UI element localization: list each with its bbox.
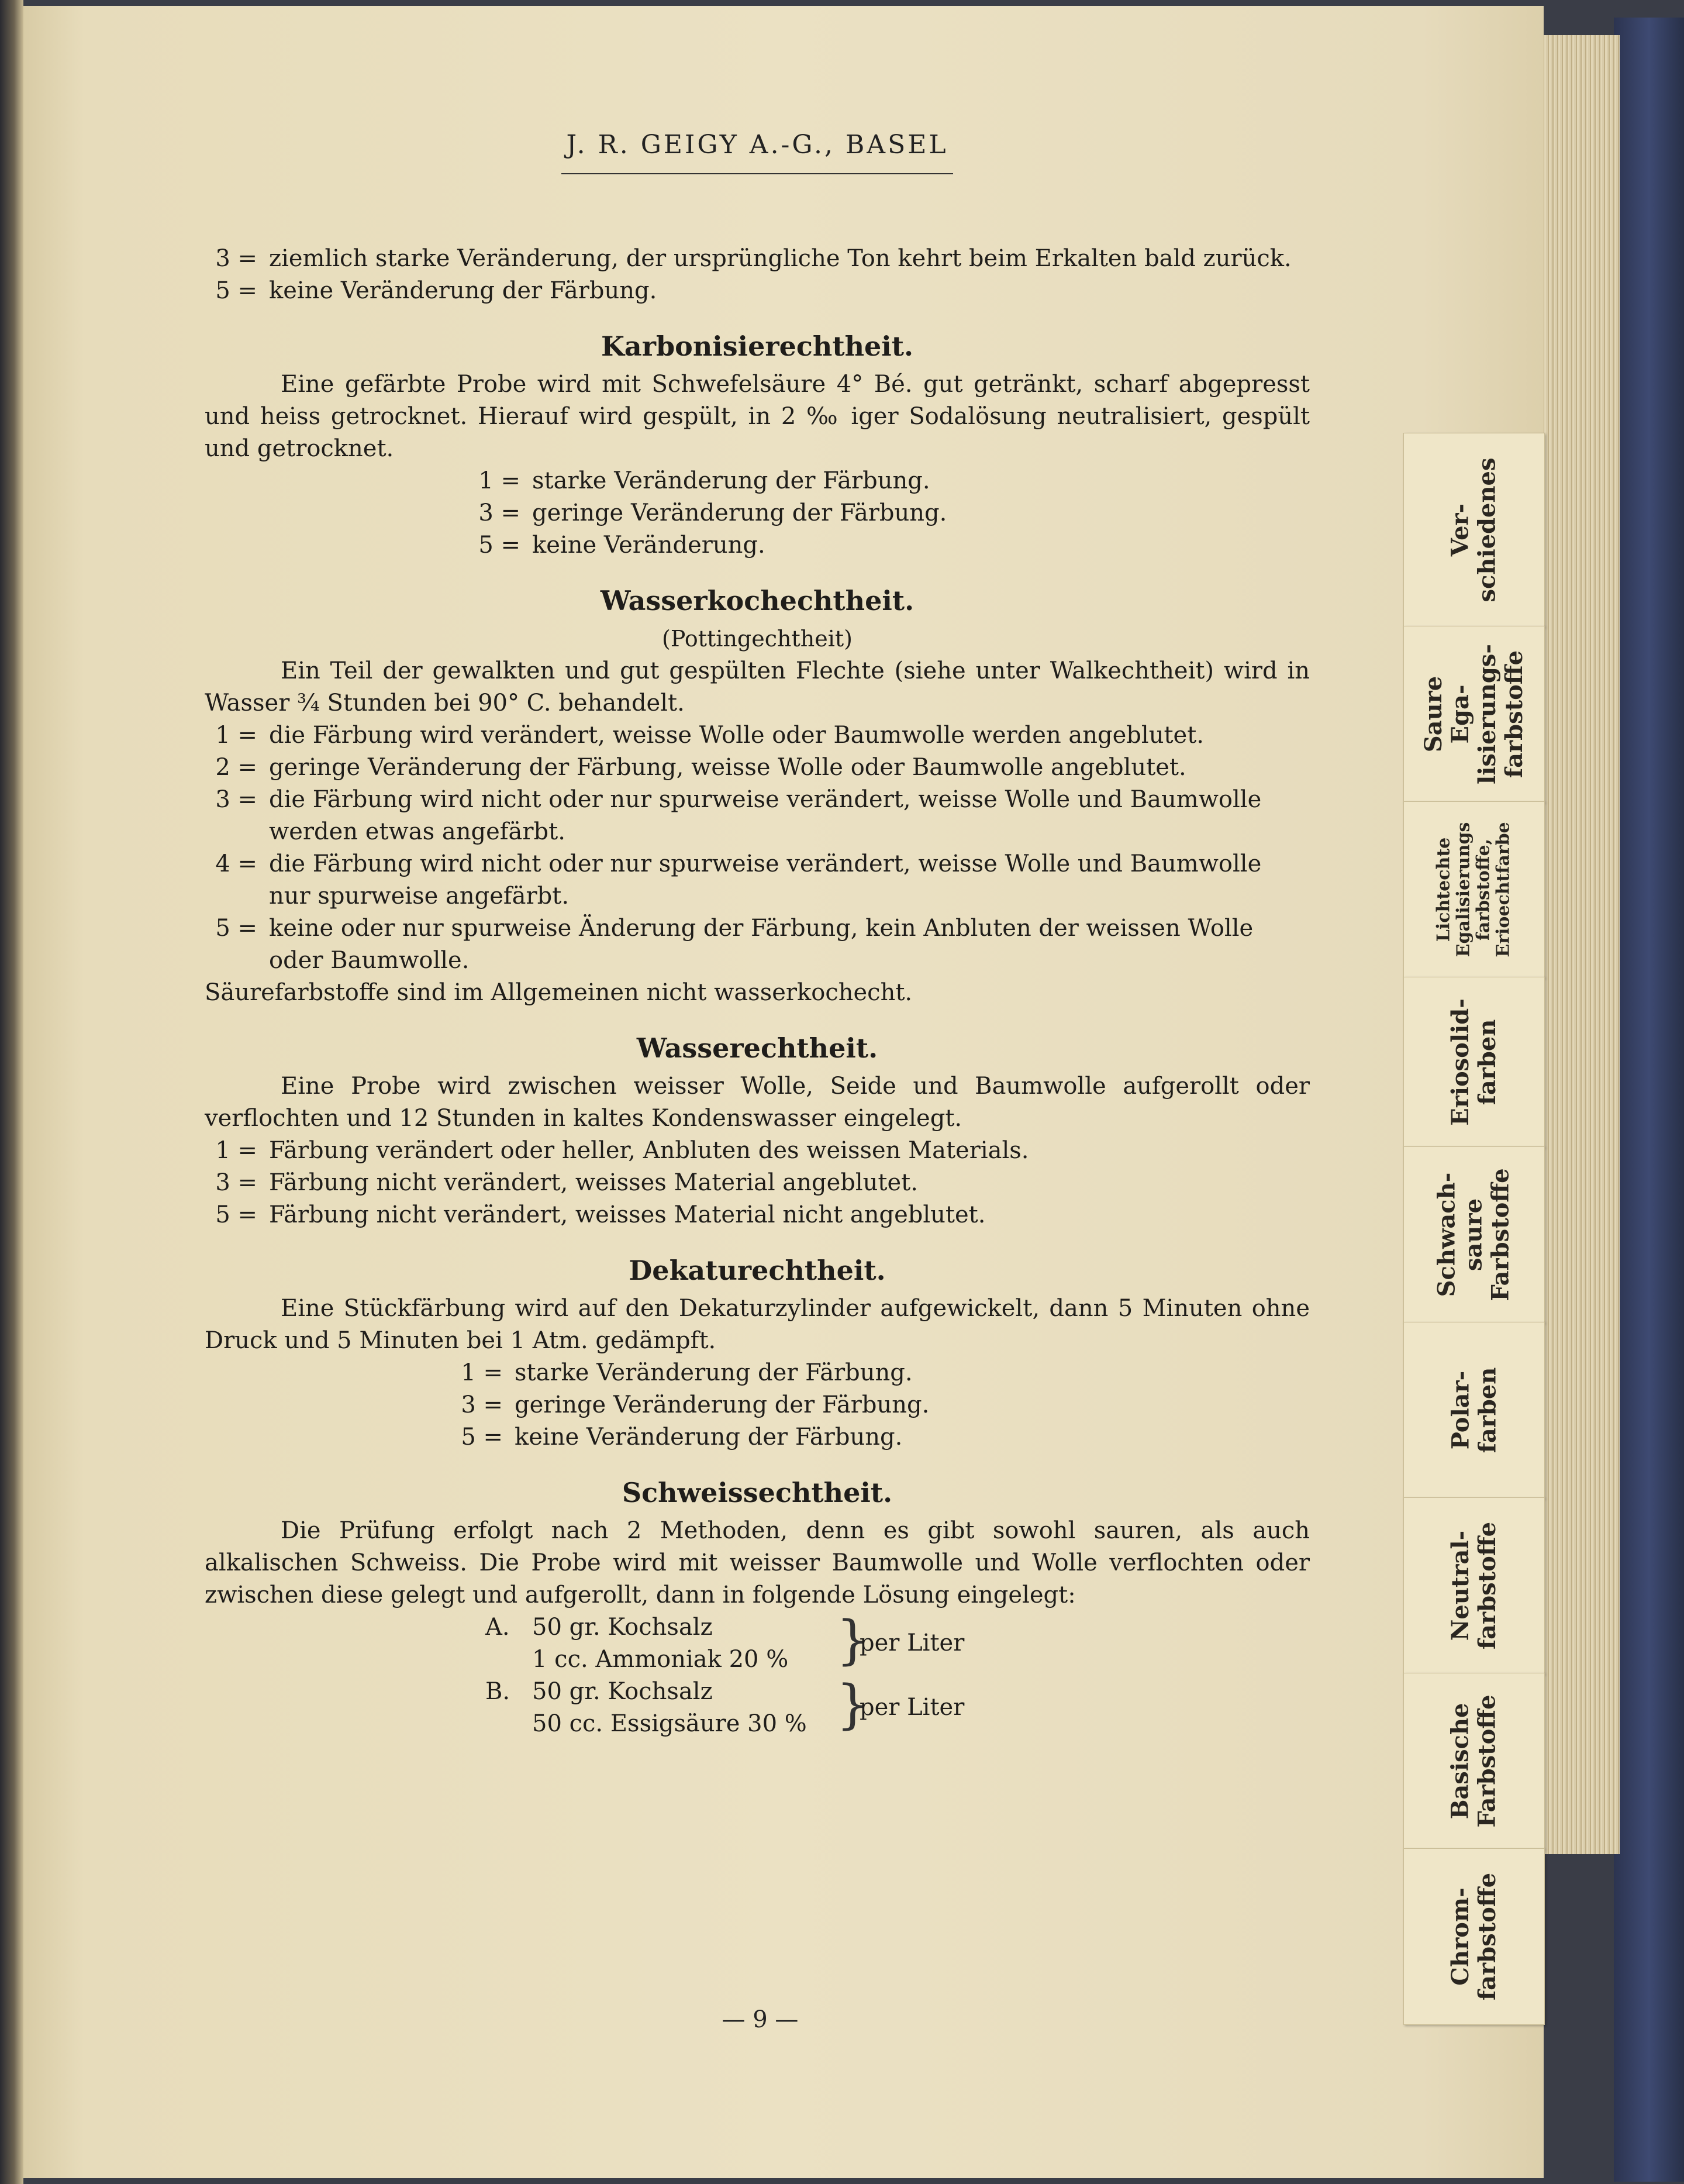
paragraph: Eine Probe wird zwischen weisser Wolle, Seide und Baumwolle aufgerollt oder verflochten und 12 Stunden in kaltes Kondenswasser eingelegt. [205, 1073, 1310, 1132]
tab-chromfarbstoffe[interactable]: Chrom- farbstoffe [1403, 1848, 1545, 2025]
tab-verschiedenes[interactable]: Ver- schiedenes [1403, 433, 1545, 627]
scale-item: 3 = Färbung nicht verändert, weisses Material angeblutet. [215, 1169, 918, 1196]
scale-item: 5 = keine Veränderung der Färbung. [215, 277, 657, 304]
scale-item: 5 = keine Veränderung. [478, 532, 765, 559]
book-gutter [0, 0, 23, 2184]
paragraph: Eine gefärbte Probe wird mit Schwefelsäure 4° Bé. gut getränkt, scharf abgepresst und heiss getrocknet. Hierauf wird gespült, in 2 ‰ iger Sodalösung neutralisiert, gespült und getrocknet. [205, 371, 1310, 462]
scale-item: 3 = die Färbung wird nicht oder nur spurweise verändert, weisse Wolle und Baumwolle werden etwas angefärbt. [215, 786, 1262, 845]
solution-a: A. 50 gr. Kochsalz 1 cc. Ammoniak 20 % } per Liter [485, 1610, 965, 1673]
page-edges [1532, 35, 1620, 1854]
scale-item: 1 = Färbung verändert oder heller, Anbluten des weissen Materials. [215, 1137, 1029, 1164]
section-heading: Dekaturechtheit. [629, 1255, 886, 1286]
tab-schwachsaure-farbstoffe[interactable]: Schwach- saure Farbstoffe [1403, 1146, 1545, 1323]
tab-lichtechte-egalisierungsfarbstoffe[interactable]: Lichtechte Egalisierungs farbstoffe, Erioechtfarbe [1403, 801, 1545, 978]
brace: } [836, 1610, 870, 1671]
scale-item: 5 = keine oder nur spurweise Änderung der Färbung, kein Anbluten der weissen Wolle oder Baumwolle. [215, 915, 1254, 974]
scale-item: 1 = starke Veränderung der Färbung. [478, 467, 930, 494]
tab-polarfarben[interactable]: Polar- farben [1403, 1322, 1545, 1499]
page-body [205, 243, 1310, 1740]
running-head-rule [561, 173, 953, 174]
scale-item: 1 = starke Veränderung der Färbung. [461, 1359, 913, 1386]
page-number: — 9 — [722, 2006, 799, 2033]
scale-item: 2 = geringe Veränderung der Färbung, weisse Wolle oder Baumwolle angeblutet. [215, 754, 1186, 781]
section-heading: Schweissechtheit. [622, 1477, 893, 1508]
section-heading: Wasserkochechtheit. [600, 585, 915, 616]
tab-basische-farbstoffe[interactable]: Basische Farbstoffe [1403, 1673, 1545, 1849]
scale-item: 3 = ziemlich starke Veränderung, der ursprüngliche Ton kehrt beim Erkalten bald zurück. [215, 245, 1292, 272]
section-heading: Karbonisierechtheit. [601, 330, 914, 362]
paragraph: Ein Teil der gewalkten und gut gespülten Flechte (siehe unter Walkechtheit) wird in Wasser ¾ Stunden bei 90° C. behandelt. [205, 657, 1310, 716]
scale-item: 3 = geringe Veränderung der Färbung. [461, 1391, 930, 1418]
running-head: J. R. GEIGY A.-G., BASEL [566, 130, 948, 160]
paragraph: Eine Stückfärbung wird auf den Dekaturzylinder aufgewickelt, dann 5 Minuten ohne Druck und 5 Minuten bei 1 Atm. gedämpft. [205, 1295, 1310, 1354]
scale-item: 5 = Färbung nicht verändert, weisses Material nicht angeblutet. [215, 1201, 986, 1228]
note: Säurefarbstoffe sind im Allgemeinen nicht wasserkochecht. [205, 979, 913, 1006]
paragraph: Die Prüfung erfolgt nach 2 Methoden, denn es gibt sowohl sauren, als auch alkalischen Schweiss. Die Probe wird mit weisser Baumwolle und Wolle verflochten oder zwischen diese gelegt und aufgerollt, dann in folgende Lösung eingelegt: [205, 1517, 1310, 1608]
section-subheading: (Pottingechtheit) [662, 626, 853, 652]
tab-saure-egalisierungsfarbstoffe[interactable]: Saure Ega- lisierungs- farbstoffe [1403, 626, 1545, 802]
scale-item: 1 = die Färbung wird verändert, weisse Wolle oder Baumwolle werden angeblutet. [215, 722, 1205, 749]
tab-eriosolidfarben[interactable]: Eriosolid- farben [1403, 977, 1545, 1148]
tab-neutralfarbstoffe[interactable]: Neutral- farbstoffe [1403, 1497, 1545, 1674]
scale-item: 4 = die Färbung wird nicht oder nur spurweise verändert, weisse Wolle und Baumwolle nur spurweise angefärbt. [215, 850, 1262, 910]
solution-b: B. 50 gr. Kochsalz 50 cc. Essigsäure 30 % } per Liter [485, 1674, 965, 1737]
scale-item: 5 = keine Veränderung der Färbung. [461, 1424, 903, 1451]
section-heading: Wasserechtheit. [636, 1032, 878, 1064]
brace: } [836, 1674, 870, 1735]
scale-item: 3 = geringe Veränderung der Färbung. [478, 500, 947, 526]
book-cover-edge [1614, 18, 1684, 2182]
